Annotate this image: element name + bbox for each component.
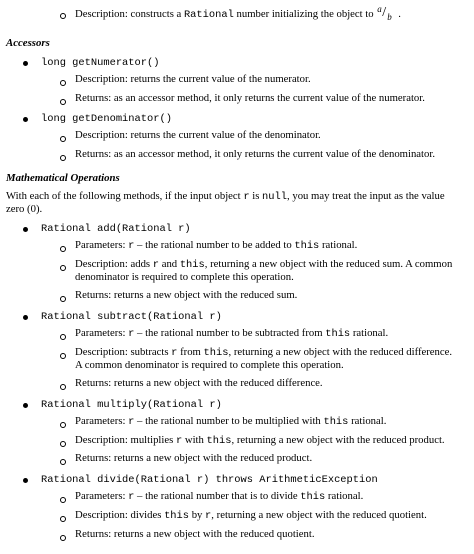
divide-description: Description: divides this by r, returning a new object with the reduced quotient.: [75, 509, 427, 522]
method-signature-add: Rational add(Rational r): [41, 223, 191, 235]
subtract-returns: Returns: returns a new object with the reduced difference.: [75, 377, 323, 389]
method-signature-multiply: Rational multiply(Rational r): [41, 399, 222, 411]
add-description: Description: adds r and this, returning a new object with the reduced sum. A common: [75, 258, 453, 271]
bullet-icon: [23, 403, 28, 408]
bullet-icon: [23, 478, 28, 483]
math-intro-line2: zero (0).: [6, 203, 43, 215]
math-intro-line1: With each of the following methods, if the input object r is null, you may treat the input as the value: [6, 190, 445, 203]
getdenominator-description: Description: returns the current value of the denominator.: [75, 129, 321, 141]
sub-bullet-icon: [60, 246, 66, 252]
add-returns: Returns: returns a new object with the reduced sum.: [75, 289, 298, 301]
method-signature-getnumerator: long getNumerator(): [41, 57, 160, 69]
multiply-description: Description: multiplies r with this, returning a new object with the reduced product.: [75, 434, 445, 447]
sub-bullet-icon: [60, 265, 66, 271]
subtract-description-line2: A common denominator is required to complete this operation.: [75, 359, 344, 371]
sub-bullet-icon: [60, 99, 66, 105]
sub-bullet-icon: [60, 80, 66, 86]
getnumerator-description: Description: returns the current value of the numerator.: [75, 73, 311, 85]
bullet-icon: [23, 117, 28, 122]
sub-bullet-icon: [60, 384, 66, 390]
sub-bullet-icon: [60, 516, 66, 522]
method-signature-divide: Rational divide(Rational r) throws ArithmeticException: [41, 474, 378, 486]
divide-returns: Returns: returns a new object with the reduced quotient.: [75, 528, 315, 540]
math-operations-heading: Mathematical Operations: [6, 172, 120, 184]
sub-bullet-icon: [60, 13, 66, 19]
ctor-description: Description: constructs a Rational number initializing the object to a / b .: [75, 4, 401, 22]
bullet-icon: [23, 61, 28, 66]
sub-bullet-icon: [60, 353, 66, 359]
getnumerator-returns: Returns: as an accessor method, it only returns the current value of the numerator.: [75, 92, 425, 104]
fraction-a-over-b: a / b: [377, 4, 392, 22]
bullet-icon: [23, 227, 28, 232]
sub-bullet-icon: [60, 136, 66, 142]
sub-bullet-icon: [60, 497, 66, 503]
divide-parameters: Parameters: r – the rational number that is to divide this rational.: [75, 490, 364, 503]
method-signature-getdenominator: long getDenominator(): [41, 113, 172, 125]
multiply-returns: Returns: returns a new object with the reduced product.: [75, 452, 313, 464]
sub-bullet-icon: [60, 441, 66, 447]
getdenominator-returns: Returns: as an accessor method, it only returns the current value of the denominator.: [75, 148, 436, 160]
sub-bullet-icon: [60, 459, 66, 465]
sub-bullet-icon: [60, 334, 66, 340]
sub-bullet-icon: [60, 535, 66, 541]
subtract-parameters: Parameters: r – the rational number to be subtracted from this rational.: [75, 327, 389, 340]
add-description-line2: denominator is required to complete this operation.: [75, 271, 294, 283]
code-rational: Rational: [183, 9, 234, 21]
accessors-heading: Accessors: [6, 37, 50, 49]
bullet-icon: [23, 315, 28, 320]
add-parameters: Parameters: r – the rational number to be added to this rational.: [75, 239, 358, 252]
method-signature-subtract: Rational subtract(Rational r): [41, 311, 222, 323]
sub-bullet-icon: [60, 422, 66, 428]
sub-bullet-icon: [60, 296, 66, 302]
sub-bullet-icon: [60, 155, 66, 161]
multiply-parameters: Parameters: r – the rational number to be multiplied with this rational.: [75, 415, 387, 428]
subtract-description: Description: subtracts r from this, returning a new object with the reduced difference.: [75, 346, 453, 359]
